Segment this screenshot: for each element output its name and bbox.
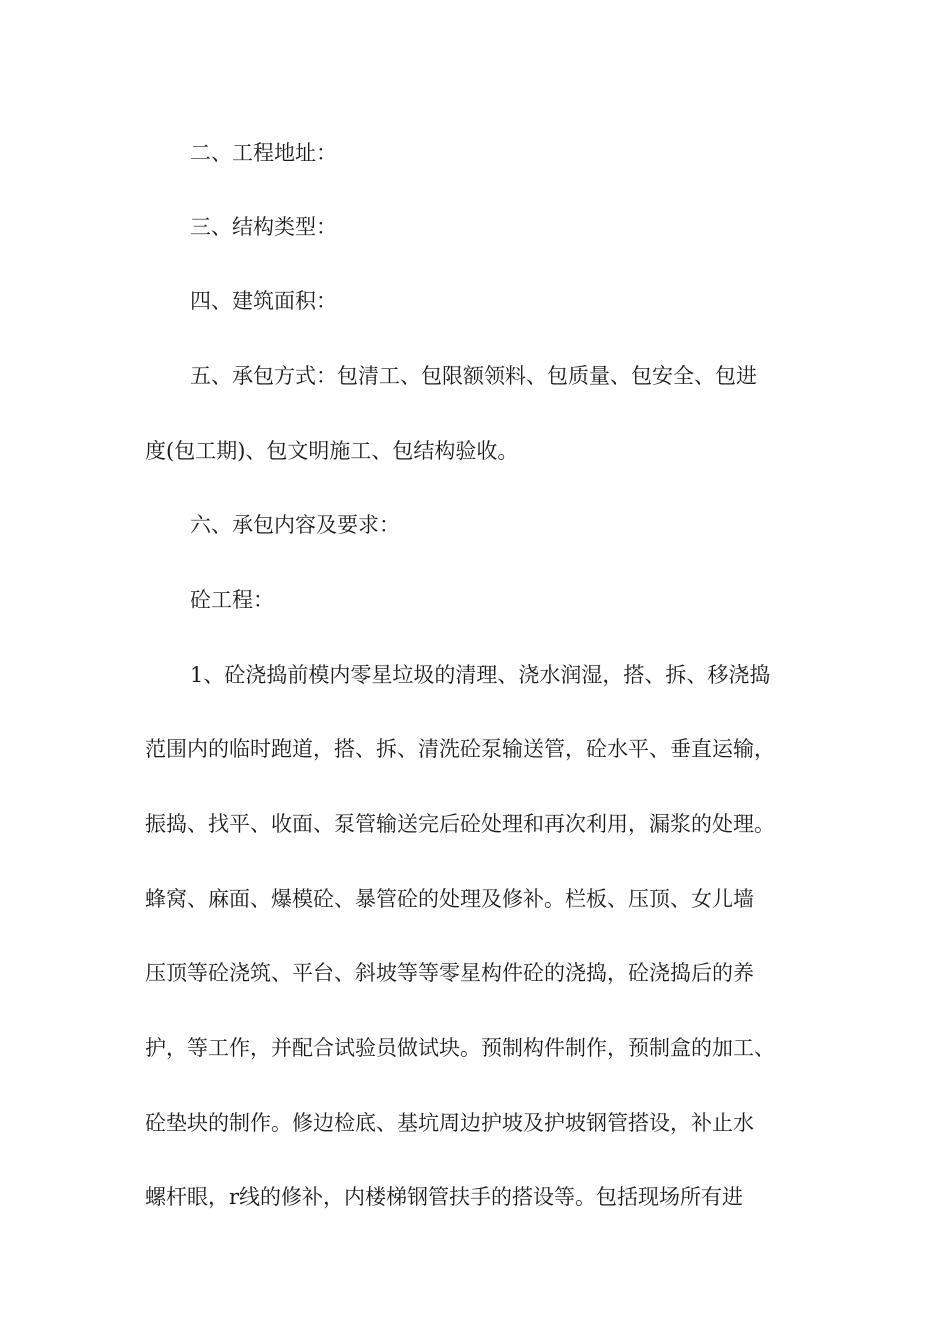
- paragraph-line: 蜂窝、麻面、爆模砼、暴管砼的处理及修补。栏板、压顶、女儿墙: [145, 887, 754, 911]
- section-project-address: 二、工程地址：: [190, 141, 337, 165]
- paragraph-line: 护，等工作，并配合试验员做试块。预制构件制作，预制盒的加工、: [145, 1036, 775, 1060]
- section-contract-method: 五、承包方式：包清工、包限额领料、包质量、包安全、包进: [190, 364, 757, 388]
- section-building-area: 四、建筑面积：: [190, 289, 337, 313]
- paragraph-line: 压顶等砼浇筑、平台、斜坡等等零星构件砼的浇捣，砼浇捣后的养: [145, 961, 754, 985]
- paragraph-line: 螺杆眼，r线的修补，内楼梯钢管扶手的搭设等。包括现场所有进: [145, 1185, 744, 1209]
- paragraph-line: 范围内的临时跑道，搭、拆、清洗砼泵输送管，砼水平、垂直运输，: [145, 737, 775, 761]
- paragraph-line: 砼垫块的制作。修边检底、基坑周边护坡及护坡钢管搭设，补止水: [145, 1111, 754, 1135]
- paragraph-line: 1、砼浇捣前模内零星垃圾的清理、浇水润湿，搭、拆、移浇捣: [190, 663, 771, 687]
- section-contract-content: 六、承包内容及要求：: [190, 513, 400, 537]
- section-structure-type: 三、结构类型：: [190, 215, 337, 239]
- contract-method-continuation: 度(包工期)、包文明施工、包结构验收。: [145, 439, 519, 463]
- concrete-work-heading: 砼工程：: [190, 588, 274, 612]
- paragraph-line: 振捣、找平、收面、泵管输送完后砼处理和再次利用，漏浆的处理。: [145, 812, 775, 836]
